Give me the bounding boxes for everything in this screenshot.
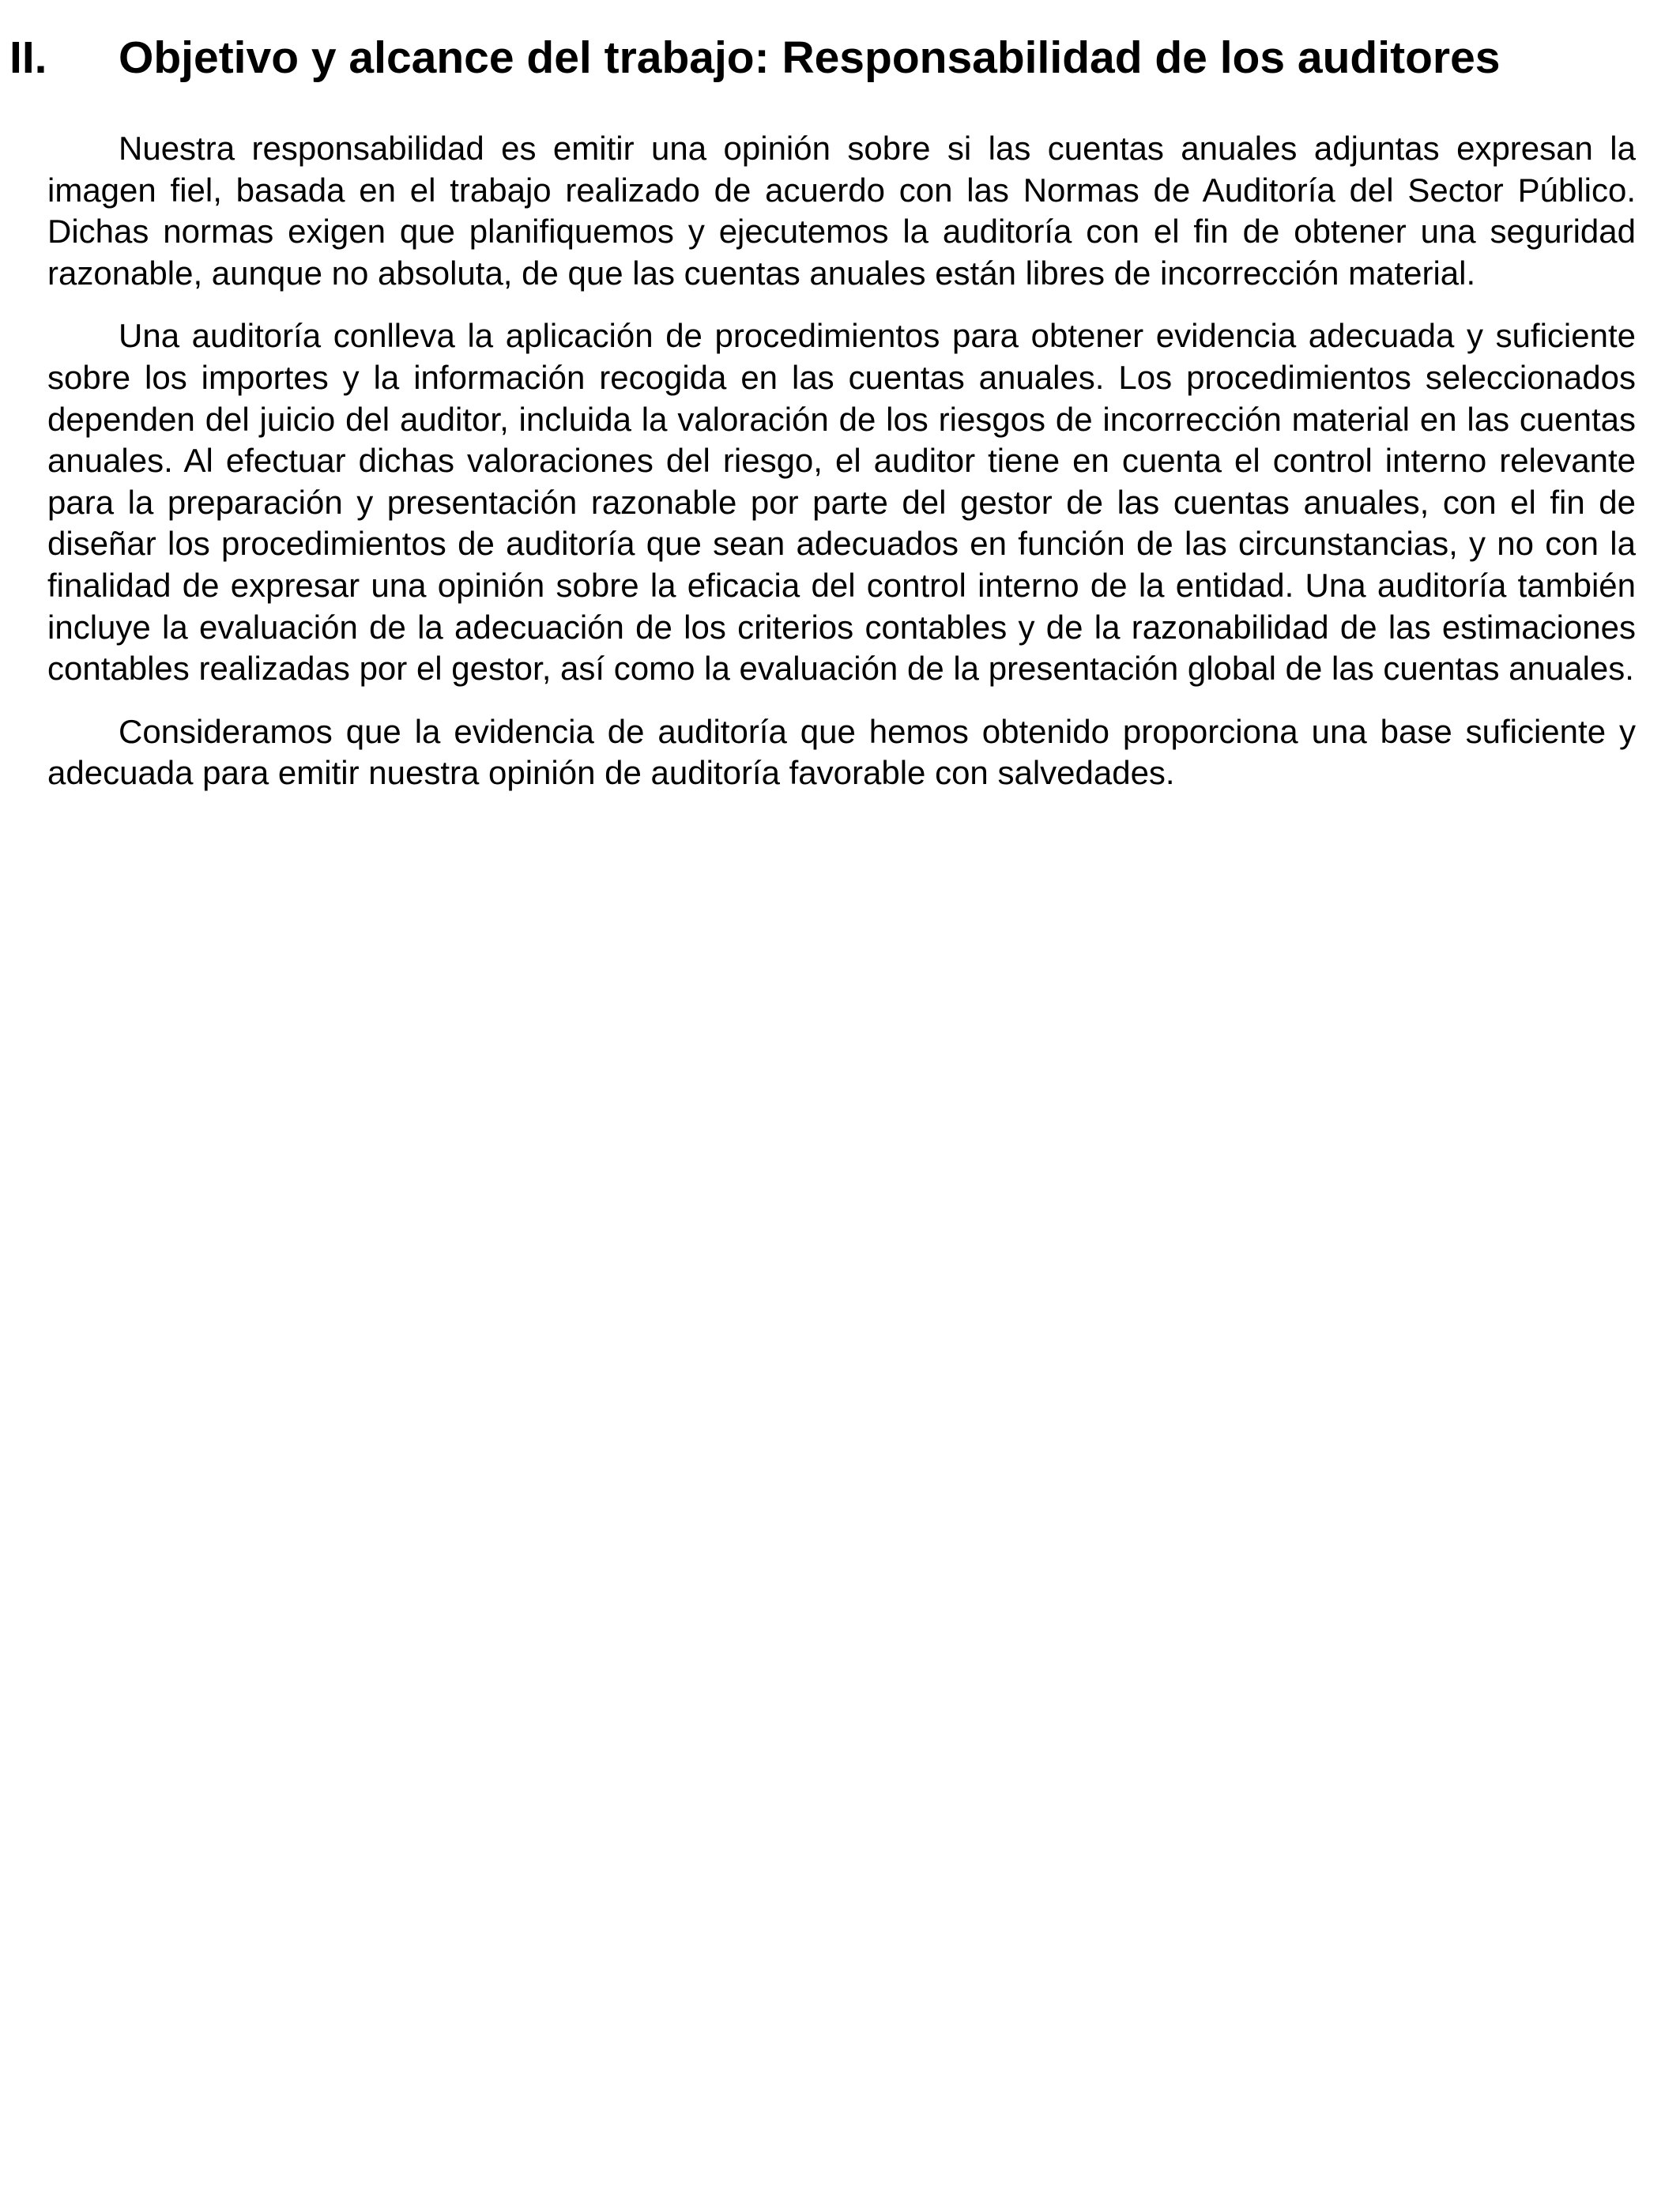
paragraph-procedures: Una auditoría conlleva la aplicación de procedimientos para obtener evidencia adecuada y suficiente sobre los importes y la información recogida en las cuentas anuales. Los procedimientos seleccionados dependen del juicio del auditor, incluida la valoración de los riesgos de incorrección material en las cuentas anuales. Al efectuar dichas valoraciones del riesgo, el auditor tiene en cuenta el control interno relevante para la preparación y presentación razonable por parte del gestor de las cuentas anuales, con el fin de diseñar los procedimientos de auditoría que sean adecuados en función de las circunstancias, y no con la finalidad de expresar una opinión sobre la eficacia del control interno de la entidad. Una auditoría también incluye la evaluación de la adecuación de los criterios contables y de la razonabilidad de las estimaciones contables realizadas por el gestor, así como la evaluación de la presentación global de las cuentas anuales.	[47, 317, 1636, 688]
section-title: Objetivo y alcance del trabajo: Responsabilidad de los auditores	[119, 32, 1501, 83]
body-text	[47, 128, 1636, 816]
section-number: II.	[9, 32, 47, 83]
paragraph-conclusion: Consideramos que la evidencia de auditoría que hemos obtenido proporciona una base suficiente y adecuada para emitir nuestra opinión de auditoría favorable con salvedades.	[47, 712, 1636, 792]
section-heading	[9, 30, 1637, 85]
paragraph-responsibility: Nuestra responsabilidad es emitir una opinión sobre si las cuentas anuales adjuntas expresan la imagen fiel, basada en el trabajo realizado de acuerdo con las Normas de Auditoría del Sector Público. Dichas normas exigen que planifiquemos y ejecutemos la auditoría con el fin de obtener una seguridad razonable, aunque no absoluta, de que las cuentas anuales están libres de incorrección material.	[47, 130, 1636, 292]
